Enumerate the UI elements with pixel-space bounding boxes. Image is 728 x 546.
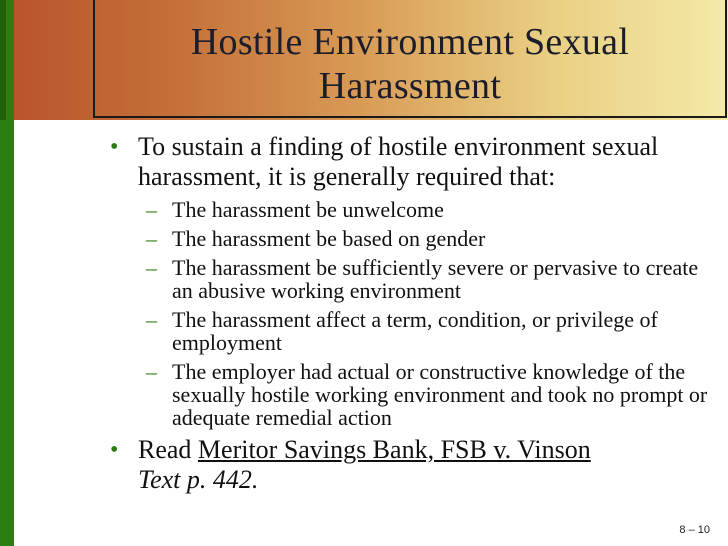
left-accent-bar-top [0,0,6,120]
sub-bullet-text: The harassment affect a term, condition, or privilege of employment [172,307,658,355]
bullet-icon: • [110,437,119,463]
dash-icon: – [146,255,157,280]
reading-prefix: Read [138,435,198,464]
sub-bullet [146,360,710,429]
bullet-reading [110,435,710,495]
sub-bullet [146,308,710,354]
dash-icon: – [146,197,157,222]
dash-icon: – [146,226,157,251]
sub-bullet-list [146,198,710,429]
sub-bullet [146,256,710,302]
slide-title: Hostile Environment Sexual Harassment [190,21,630,107]
sub-bullet-text: The harassment be unwelcome [172,197,444,222]
text-reference: Text p. 442. [138,465,259,494]
sub-bullet [146,227,710,250]
sub-bullet-text: The harassment be based on gender [172,226,486,251]
sub-bullet-text: The harassment be sufficiently severe or pervasive to create an abusive working environment [172,255,699,303]
bullet-icon: • [110,134,119,160]
bullet-text: To sustain a finding of hostile environment sexual harassment, it is generally required that: [138,132,659,191]
page-number: 8 – 10 [679,524,710,536]
dash-icon: – [146,359,157,384]
sub-bullet-text: The employer had actual or constructive knowledge of the sexually hostile working environment and took no prompt or adequate remedial action [172,359,708,430]
slide-content [110,128,710,495]
sub-bullet [146,198,710,221]
bullet-requirements [110,132,710,192]
case-citation: Meritor Savings Bank, FSB v. Vinson [197,435,591,464]
dash-icon: – [146,307,157,332]
